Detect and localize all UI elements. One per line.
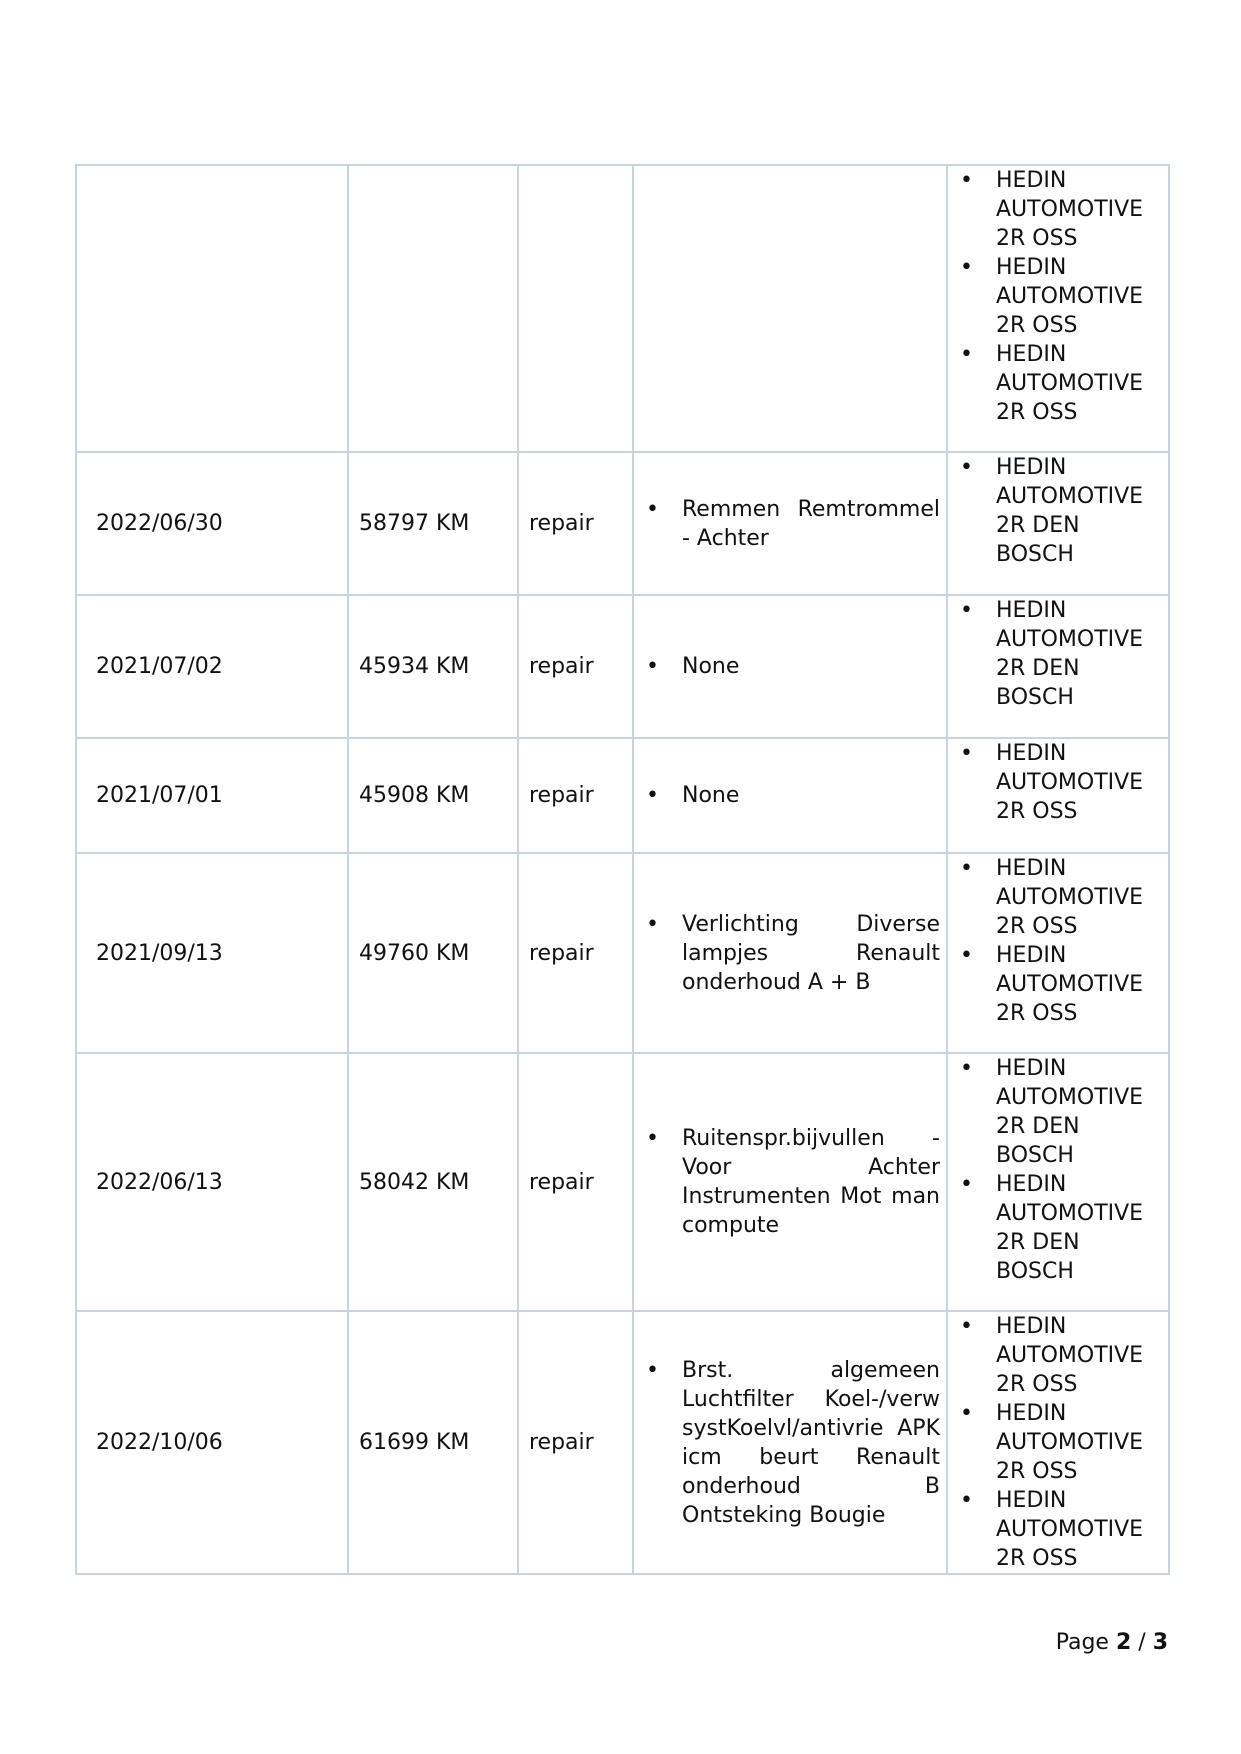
description-cell: [633, 595, 947, 738]
location-cell: [947, 595, 1169, 738]
location-item: • HEDIN AUTOMOTIVE 2R OSS: [956, 941, 1164, 1028]
location-item: • HEDIN AUTOMOTIVE 2R OSS: [956, 739, 1164, 826]
page-indicator: [1056, 1628, 1168, 1657]
mileage-cell: 61699 KM: [348, 1311, 518, 1574]
description-cell: [633, 1311, 947, 1574]
type-cell: repair: [518, 595, 633, 738]
location-list: [956, 596, 1164, 712]
date-cell: 2022/06/13: [76, 1053, 348, 1311]
description-list: [642, 495, 940, 553]
table-row: [76, 1311, 1169, 1574]
location-cell: [947, 165, 1169, 452]
location-item: • HEDIN AUTOMOTIVE 2R OSS: [956, 1399, 1164, 1486]
date-cell: 2021/09/13: [76, 853, 348, 1053]
description-item: • Brst. algemeen Luchtfilter Koel-/verw systKoelvl/antivrie APK icm beurt Renault onderhoud B Ontsteking Bougie: [642, 1356, 940, 1530]
location-cell: [947, 452, 1169, 595]
table-row: [76, 1053, 1169, 1311]
description-cell: [633, 452, 947, 595]
table-row: [76, 452, 1169, 595]
service-history-table: [75, 164, 1170, 1575]
description-item: • Verlichting Diverse lampjes Renault onderhoud A + B: [642, 910, 940, 997]
table-body: [76, 165, 1169, 1574]
location-item: • HEDIN AUTOMOTIVE 2R OSS: [956, 1486, 1164, 1573]
location-item: • HEDIN AUTOMOTIVE 2R OSS: [956, 253, 1164, 340]
location-list: [956, 854, 1164, 1028]
location-cell: [947, 738, 1169, 853]
date-cell: 2021/07/02: [76, 595, 348, 738]
location-list: [956, 166, 1164, 427]
description-cell: [633, 165, 947, 452]
mileage-cell: 49760 KM: [348, 853, 518, 1053]
description-cell: [633, 1053, 947, 1311]
type-cell: repair: [518, 853, 633, 1053]
location-list: [956, 739, 1164, 826]
location-list: [956, 453, 1164, 569]
location-cell: [947, 853, 1169, 1053]
total-page-count: 3: [1152, 1630, 1168, 1655]
location-item: • HEDIN AUTOMOTIVE 2R OSS: [956, 166, 1164, 253]
location-item: • HEDIN AUTOMOTIVE 2R OSS: [956, 854, 1164, 941]
description-item: • None: [642, 652, 940, 681]
table-row: [76, 595, 1169, 738]
mileage-cell: 58797 KM: [348, 452, 518, 595]
page-label: Page: [1055, 1630, 1109, 1655]
table-row: [76, 738, 1169, 853]
location-item: • HEDIN AUTOMOTIVE 2R OSS: [956, 340, 1164, 427]
description-list: [642, 652, 940, 681]
description-cell: [633, 853, 947, 1053]
type-cell: repair: [518, 452, 633, 595]
description-cell: [633, 738, 947, 853]
description-list: [642, 1356, 940, 1530]
date-cell: [76, 165, 348, 452]
mileage-cell: 45934 KM: [348, 595, 518, 738]
type-cell: repair: [518, 1053, 633, 1311]
location-item: • HEDIN AUTOMOTIVE 2R DEN BOSCH: [956, 1054, 1164, 1170]
mileage-cell: 58042 KM: [348, 1053, 518, 1311]
description-list: [642, 781, 940, 810]
date-cell: 2021/07/01: [76, 738, 348, 853]
type-cell: repair: [518, 1311, 633, 1574]
description-item: • Ruitenspr.bijvullen - Voor Achter Instrumenten Mot man compute: [642, 1124, 940, 1240]
location-list: [956, 1312, 1164, 1573]
description-item: • Remmen Remtrommel - Achter: [642, 495, 940, 553]
table-row: [76, 853, 1169, 1053]
location-item: • HEDIN AUTOMOTIVE 2R DEN BOSCH: [956, 1170, 1164, 1286]
location-item: • HEDIN AUTOMOTIVE 2R DEN BOSCH: [956, 453, 1164, 569]
mileage-cell: 45908 KM: [348, 738, 518, 853]
type-cell: [518, 165, 633, 452]
description-item: • None: [642, 781, 940, 810]
mileage-cell: [348, 165, 518, 452]
date-cell: 2022/06/30: [76, 452, 348, 595]
location-item: • HEDIN AUTOMOTIVE 2R DEN BOSCH: [956, 596, 1164, 712]
table-row: [76, 165, 1169, 452]
location-cell: [947, 1311, 1169, 1574]
location-cell: [947, 1053, 1169, 1311]
current-page-number: 2: [1115, 1630, 1132, 1655]
date-cell: 2022/10/06: [76, 1311, 348, 1574]
description-list: [642, 1124, 940, 1240]
description-list: [642, 910, 940, 997]
location-list: [956, 1054, 1164, 1286]
location-item: • HEDIN AUTOMOTIVE 2R OSS: [956, 1312, 1164, 1399]
page-separator: /: [1138, 1630, 1146, 1655]
type-cell: repair: [518, 738, 633, 853]
